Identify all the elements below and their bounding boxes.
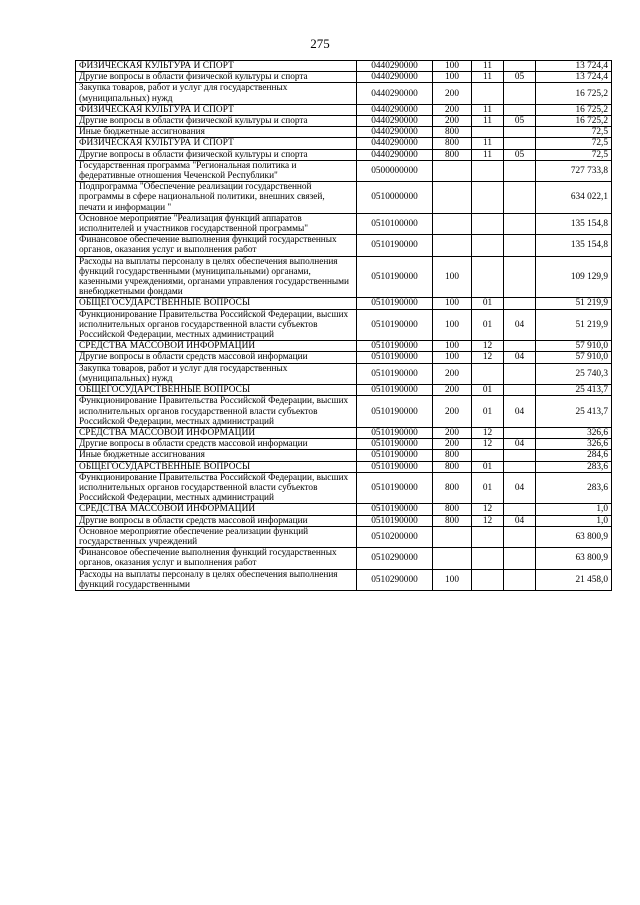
cell-rz: 11 [472, 149, 504, 160]
cell-pr [504, 83, 536, 104]
cell-pr: 04 [504, 439, 536, 450]
cell-name: Основное мероприятие "Реализация функций аппаратов исполнителей и участников государственной программы" [76, 213, 357, 234]
cell-name: СРЕДСТВА МАССОВОЙ ИНФОРМАЦИИ [76, 427, 357, 438]
table-row [76, 83, 612, 104]
table-body [76, 61, 612, 591]
cell-code: 0510190000 [357, 363, 433, 384]
cell-code: 0510190000 [357, 256, 433, 298]
cell-code: 0510190000 [357, 515, 433, 526]
cell-code: 0440290000 [357, 72, 433, 83]
table-row [76, 341, 612, 352]
cell-name: Другие вопросы в области средств массовой информации [76, 352, 357, 363]
cell-rz: 12 [472, 504, 504, 515]
cell-rz: 01 [472, 309, 504, 341]
cell-pr [504, 450, 536, 461]
table-row [76, 149, 612, 160]
cell-name: Основное мероприятие обеспечение реализации функций государственных учреждений [76, 526, 357, 547]
table-row [76, 104, 612, 115]
cell-amount: 21 458,0 [536, 569, 612, 590]
cell-amount: 1,0 [536, 515, 612, 526]
cell-amount: 51 219,9 [536, 298, 612, 309]
table-row [76, 256, 612, 298]
cell-code: 0510200000 [357, 526, 433, 547]
cell-code: 0440290000 [357, 61, 433, 72]
cell-pr [504, 461, 536, 472]
cell-name: Закупка товаров, работ и услуг для государственных (муниципальных) нужд [76, 363, 357, 384]
cell-pr: 04 [504, 352, 536, 363]
cell-pr [504, 385, 536, 396]
cell-vr: 100 [433, 61, 472, 72]
cell-pr [504, 548, 536, 569]
cell-rz [472, 160, 504, 181]
cell-code: 0510190000 [357, 504, 433, 515]
cell-pr [504, 526, 536, 547]
cell-vr: 800 [433, 515, 472, 526]
cell-rz: 12 [472, 341, 504, 352]
table-row [76, 235, 612, 256]
cell-vr [433, 182, 472, 214]
cell-amount: 51 219,9 [536, 309, 612, 341]
cell-name: Другие вопросы в области физической культуры и спорта [76, 116, 357, 127]
cell-rz [472, 235, 504, 256]
cell-rz: 01 [472, 472, 504, 504]
cell-amount: 25 740,3 [536, 363, 612, 384]
cell-name: Государственная программа "Региональная политика и федеративные отношения Чеченской Республики" [76, 160, 357, 181]
cell-code: 0510190000 [357, 396, 433, 428]
table-row [76, 515, 612, 526]
cell-name: СРЕДСТВА МАССОВОЙ ИНФОРМАЦИИ [76, 504, 357, 515]
cell-pr [504, 104, 536, 115]
table-row [76, 472, 612, 504]
cell-amount: 135 154,8 [536, 235, 612, 256]
cell-pr [504, 569, 536, 590]
cell-pr [504, 213, 536, 234]
cell-name: ФИЗИЧЕСКАЯ КУЛЬТУРА И СПОРТ [76, 61, 357, 72]
cell-name: Другие вопросы в области средств массовой информации [76, 515, 357, 526]
cell-rz [472, 83, 504, 104]
cell-amount: 16 725,2 [536, 83, 612, 104]
table-row [76, 396, 612, 428]
table-row [76, 160, 612, 181]
table-row [76, 385, 612, 396]
table-row [76, 450, 612, 461]
cell-code: 0510190000 [357, 352, 433, 363]
cell-code: 0510290000 [357, 548, 433, 569]
cell-rz: 11 [472, 138, 504, 149]
table-row [76, 298, 612, 309]
cell-rz [472, 127, 504, 138]
table-row [76, 72, 612, 83]
cell-rz [472, 569, 504, 590]
cell-vr: 200 [433, 83, 472, 104]
cell-rz: 12 [472, 439, 504, 450]
table-row [76, 504, 612, 515]
page-number: 275 [310, 36, 330, 51]
cell-rz: 11 [472, 61, 504, 72]
cell-rz [472, 363, 504, 384]
table-row [76, 309, 612, 341]
cell-name: Функционирование Правительства Российской Федерации, высших исполнительных органов государственной власти субъектов Российской Федерации, местных администраций [76, 309, 357, 341]
cell-name: Подпрограмма "Обеспечение реализации государственной программы в сфере национальной политики, внешних связей, печати и информации " [76, 182, 357, 214]
cell-vr: 100 [433, 309, 472, 341]
cell-vr [433, 235, 472, 256]
cell-code: 0510190000 [357, 450, 433, 461]
cell-amount: 16 725,2 [536, 116, 612, 127]
cell-vr: 100 [433, 256, 472, 298]
cell-rz [472, 256, 504, 298]
cell-amount: 634 022,1 [536, 182, 612, 214]
cell-code: 0510190000 [357, 298, 433, 309]
cell-name: Другие вопросы в области физической культуры и спорта [76, 149, 357, 160]
cell-code: 0510100000 [357, 213, 433, 234]
cell-vr: 200 [433, 363, 472, 384]
cell-pr [504, 341, 536, 352]
cell-amount: 72,5 [536, 127, 612, 138]
cell-vr [433, 160, 472, 181]
cell-rz: 11 [472, 104, 504, 115]
cell-rz [472, 548, 504, 569]
cell-code: 0440290000 [357, 127, 433, 138]
table-row [76, 569, 612, 590]
cell-code: 0500000000 [357, 160, 433, 181]
cell-code: 0440290000 [357, 149, 433, 160]
cell-vr: 800 [433, 127, 472, 138]
cell-pr [504, 427, 536, 438]
cell-vr: 100 [433, 569, 472, 590]
cell-rz: 01 [472, 385, 504, 396]
table-row [76, 138, 612, 149]
cell-pr [504, 235, 536, 256]
cell-vr: 800 [433, 472, 472, 504]
cell-rz [472, 450, 504, 461]
budget-table [75, 60, 612, 591]
cell-pr [504, 182, 536, 214]
cell-name: Финансовое обеспечение выполнения функций государственных органов, оказания услуг и выполнения работ [76, 235, 357, 256]
cell-amount: 72,5 [536, 149, 612, 160]
cell-name: ОБЩЕГОСУДАРСТВЕННЫЕ ВОПРОСЫ [76, 298, 357, 309]
table-row [76, 213, 612, 234]
cell-code: 0440290000 [357, 138, 433, 149]
cell-name: Другие вопросы в области физической культуры и спорта [76, 72, 357, 83]
cell-vr [433, 548, 472, 569]
cell-name: Иные бюджетные ассигнования [76, 450, 357, 461]
cell-amount: 16 725,2 [536, 104, 612, 115]
cell-vr: 800 [433, 504, 472, 515]
cell-name: Финансовое обеспечение выполнения функций государственных органов, оказания услуг и выполнения работ [76, 548, 357, 569]
cell-pr [504, 160, 536, 181]
cell-pr [504, 256, 536, 298]
cell-rz: 01 [472, 396, 504, 428]
table-row [76, 61, 612, 72]
cell-vr: 100 [433, 298, 472, 309]
cell-amount: 135 154,8 [536, 213, 612, 234]
cell-rz [472, 213, 504, 234]
cell-vr: 200 [433, 439, 472, 450]
cell-amount: 63 800,9 [536, 526, 612, 547]
cell-vr: 200 [433, 427, 472, 438]
cell-code: 0510190000 [357, 309, 433, 341]
cell-code: 0510190000 [357, 472, 433, 504]
cell-rz: 12 [472, 352, 504, 363]
cell-code: 0510190000 [357, 461, 433, 472]
cell-name: Закупка товаров, работ и услуг для государственных (муниципальных) нужд [76, 83, 357, 104]
cell-pr [504, 138, 536, 149]
cell-name: ОБЩЕГОСУДАРСТВЕННЫЕ ВОПРОСЫ [76, 385, 357, 396]
cell-vr: 100 [433, 341, 472, 352]
cell-code: 0510190000 [357, 439, 433, 450]
cell-vr: 200 [433, 385, 472, 396]
cell-name: Функционирование Правительства Российской Федерации, высших исполнительных органов государственной власти субъектов Российской Федерации, местных администраций [76, 396, 357, 428]
cell-pr: 05 [504, 149, 536, 160]
cell-code: 0510000000 [357, 182, 433, 214]
cell-amount: 283,6 [536, 461, 612, 472]
cell-amount: 326,6 [536, 439, 612, 450]
cell-vr: 800 [433, 138, 472, 149]
cell-rz [472, 526, 504, 547]
cell-name: ФИЗИЧЕСКАЯ КУЛЬТУРА И СПОРТ [76, 138, 357, 149]
cell-name: Другие вопросы в области средств массовой информации [76, 439, 357, 450]
cell-amount: 25 413,7 [536, 396, 612, 428]
table-row [76, 548, 612, 569]
cell-pr [504, 363, 536, 384]
cell-rz: 12 [472, 427, 504, 438]
cell-amount: 727 733,8 [536, 160, 612, 181]
table-row [76, 352, 612, 363]
cell-vr: 200 [433, 116, 472, 127]
cell-amount: 57 910,0 [536, 352, 612, 363]
cell-pr [504, 504, 536, 515]
cell-vr: 200 [433, 104, 472, 115]
cell-pr: 05 [504, 116, 536, 127]
cell-pr: 04 [504, 396, 536, 428]
table-row [76, 439, 612, 450]
cell-code: 0440290000 [357, 116, 433, 127]
cell-pr: 04 [504, 472, 536, 504]
cell-pr [504, 298, 536, 309]
cell-vr: 100 [433, 352, 472, 363]
table-row [76, 116, 612, 127]
cell-code: 0510190000 [357, 235, 433, 256]
cell-amount: 1,0 [536, 504, 612, 515]
cell-pr: 04 [504, 309, 536, 341]
cell-amount: 283,6 [536, 472, 612, 504]
table-row [76, 461, 612, 472]
cell-pr: 04 [504, 515, 536, 526]
cell-code: 0440290000 [357, 83, 433, 104]
table-row [76, 127, 612, 138]
cell-rz: 11 [472, 72, 504, 83]
cell-code: 0510290000 [357, 569, 433, 590]
cell-vr: 200 [433, 396, 472, 428]
cell-code: 0440290000 [357, 104, 433, 115]
cell-pr [504, 127, 536, 138]
cell-name: СРЕДСТВА МАССОВОЙ ИНФОРМАЦИИ [76, 341, 357, 352]
table-row [76, 427, 612, 438]
cell-amount: 13 724,4 [536, 61, 612, 72]
cell-amount: 63 800,9 [536, 548, 612, 569]
cell-pr: 05 [504, 72, 536, 83]
cell-rz: 11 [472, 116, 504, 127]
cell-rz: 01 [472, 298, 504, 309]
table-row [76, 526, 612, 547]
table-row [76, 363, 612, 384]
cell-amount: 13 724,4 [536, 72, 612, 83]
cell-name: ОБЩЕГОСУДАРСТВЕННЫЕ ВОПРОСЫ [76, 461, 357, 472]
cell-code: 0510190000 [357, 427, 433, 438]
cell-amount: 25 413,7 [536, 385, 612, 396]
cell-rz: 01 [472, 461, 504, 472]
cell-vr: 100 [433, 72, 472, 83]
cell-name: Расходы на выплаты персоналу в целях обеспечения выполнения функций государственными [76, 569, 357, 590]
cell-vr [433, 526, 472, 547]
cell-vr [433, 213, 472, 234]
cell-amount: 72,5 [536, 138, 612, 149]
cell-name: Расходы на выплаты персоналу в целях обеспечения выполнения функций государственными (муниципальными) органами, казенными учреждениями, органами управления государственными внебюджетными фондами [76, 256, 357, 298]
cell-vr: 800 [433, 149, 472, 160]
cell-pr [504, 61, 536, 72]
cell-name: Иные бюджетные ассигнования [76, 127, 357, 138]
cell-rz: 12 [472, 515, 504, 526]
cell-code: 0510190000 [357, 385, 433, 396]
cell-amount: 284,6 [536, 450, 612, 461]
cell-vr: 800 [433, 461, 472, 472]
table-row [76, 182, 612, 214]
cell-name: Функционирование Правительства Российской Федерации, высших исполнительных органов государственной власти субъектов Российской Федерации, местных администраций [76, 472, 357, 504]
cell-name: ФИЗИЧЕСКАЯ КУЛЬТУРА И СПОРТ [76, 104, 357, 115]
cell-amount: 326,6 [536, 427, 612, 438]
cell-amount: 109 129,9 [536, 256, 612, 298]
cell-vr: 800 [433, 450, 472, 461]
cell-rz [472, 182, 504, 214]
cell-amount: 57 910,0 [536, 341, 612, 352]
cell-code: 0510190000 [357, 341, 433, 352]
